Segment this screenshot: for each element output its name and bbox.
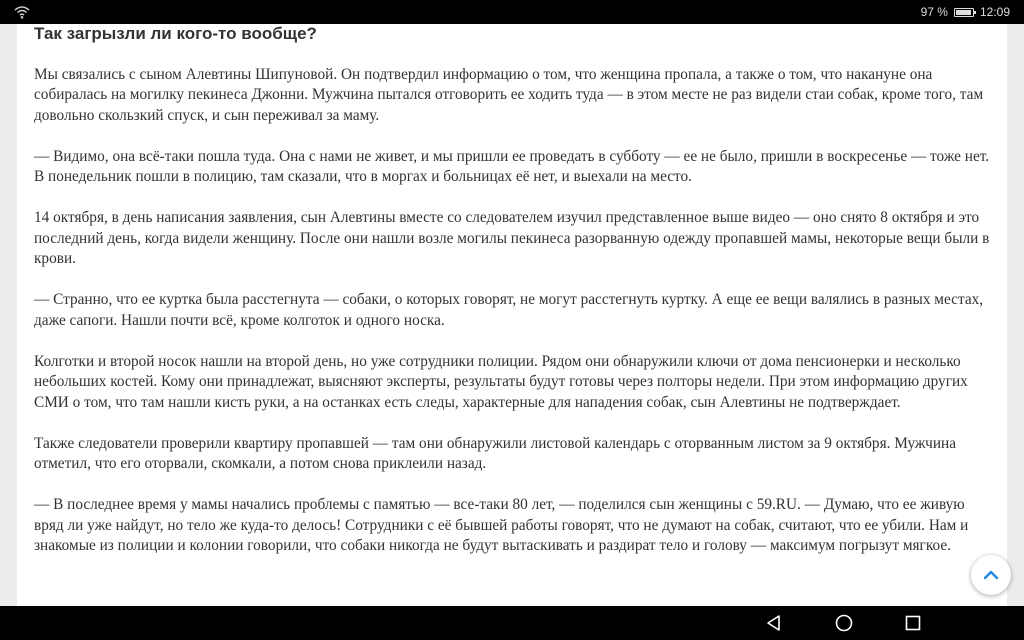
battery-icon xyxy=(954,8,974,17)
status-right xyxy=(921,0,1010,24)
back-button[interactable] xyxy=(762,611,786,635)
article-paragraph: Также следователи проверили квартиру пропавшей — там они обнаружили листовой календарь с оторванным листом за 9 октября. Мужчина отметил, что его оторвали, скомкали, а потом снова приклеили назад. xyxy=(34,434,956,472)
back-icon xyxy=(765,614,783,632)
chevron-up-icon xyxy=(982,566,1000,584)
article-paragraph: — Видимо, она всё-таки пошла туда. Она с нами не живет, и мы пришли ее проведать в субботу — ее не было, пришли в воскресенье — тоже нет. В понедельник пошли в полицию, там сказали, что в моргах и больницах её нет, и выехали на место. xyxy=(34,147,990,185)
status-bar xyxy=(0,0,1024,24)
article-paragraph: 14 октября, в день написания заявления, сын Алевтины вместе со следователем изучил представленное выше видео — оно снято 8 октября и это последний день, когда видели женщину. После они нашли возле могилы пекинеса разорванную одежду пропавшей мамы, некоторые вещи были в крови. xyxy=(34,209,990,267)
article-paragraph: — В последнее время у мамы начались проблемы с памятью — все-таки 80 лет, — поделился сын женщины с 59.RU. — Думаю, что ее живую вряд ли уже найдут, но тело же куда-то делось! Сотрудники с её бывшей работы говорят, что не думают на собак, считают, что ее убили. Нам и знакомые из полиции и колонии говорили, что собаки никогда не будут вытаскивать и раздират тело и голову — максимум погрызут мягкое. xyxy=(34,496,969,554)
battery-percent: 97 % xyxy=(920,5,948,19)
home-icon xyxy=(834,613,854,633)
article-paragraph: Колготки и второй носок нашли на второй день, но уже сотрудники полиции. Рядом они обнаружили ключи от дома пенсионерки и несколько небольших костей. Кому они принадлежат, выясняют эксперты, результаты будут готовы через полторы недели. При этом информацию других СМИ о том, что там нашли кисть руки, а на останках есть следы, характерные для нападения собак, сын Алевтины не подтверждает. xyxy=(34,352,968,411)
article-body xyxy=(34,24,994,557)
recents-icon xyxy=(904,614,922,632)
home-button[interactable] xyxy=(832,611,856,635)
article-paragraph: — Странно, что ее куртка была расстегнута — собаки, о которых говорят, не могут расстегнуть куртку. А еще ее вещи валялись в разных местах, даже сапоги. Нашли почти всё, кроме колготок и одного носка. xyxy=(34,291,984,329)
article-heading: Так загрызли ли кого-то вообще? xyxy=(34,24,317,43)
article-container[interactable] xyxy=(17,24,1007,606)
article-paragraph: Мы связались с сыном Алевтины Шипуновой. Он подтвердил информацию о том, что женщина пропала, а также о том, что накануне она собиралась на могилку пекинеса Джонни. Мужчина пытался отговорить ее ходить туда — в этом месте не раз видели стаи собак, кроме того, там довольно скользкий спуск, и сын переживал за маму. xyxy=(34,65,984,124)
navigation-bar xyxy=(0,606,1024,640)
scroll-to-top-button[interactable] xyxy=(971,555,1011,595)
recents-button[interactable] xyxy=(901,611,925,635)
clock: 12:09 xyxy=(979,5,1010,19)
wifi-icon xyxy=(14,4,30,20)
